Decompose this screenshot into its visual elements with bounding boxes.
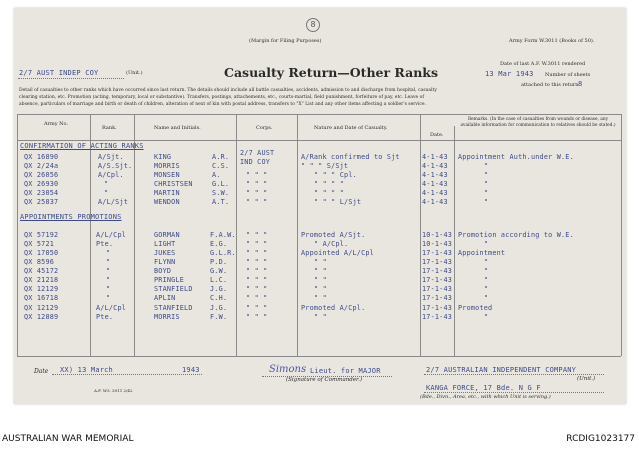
initials-cell: A.T. xyxy=(212,198,230,206)
col-name: Name and Initials. xyxy=(154,125,201,131)
remarks-cell: Appointment xyxy=(458,249,506,257)
footer-location-caption: (Bde., Divn., Area, etc., with which Unit is serving.) xyxy=(420,394,551,400)
name-cell: FLYNN xyxy=(154,258,176,266)
army-no-cell: QX 8596 xyxy=(24,258,55,266)
name-cell: KING xyxy=(154,153,172,161)
sheets-value: 8 xyxy=(578,80,583,88)
corps-cell: " " " xyxy=(246,231,268,239)
remarks-cell: " xyxy=(484,171,489,179)
rank-cell: A/S.Sjt. xyxy=(98,162,133,170)
date-cell: 17-1-43 xyxy=(422,294,453,302)
army-no-cell: QX 16718 xyxy=(24,294,59,302)
corps-cell: " " " xyxy=(246,198,268,206)
army-no-cell: QX 26056 xyxy=(24,171,59,179)
rank-cell: A/L/Sjt xyxy=(98,198,129,206)
rank-cell: A/Cpl. xyxy=(98,171,124,179)
footer-date-label: Date xyxy=(34,368,49,375)
date-cell: 17-1-43 xyxy=(422,267,453,275)
name-cell: BOYD xyxy=(154,267,172,275)
army-form-label: Army Form W.3011 (Books of 50). xyxy=(509,38,595,44)
remarks-cell: Promoted xyxy=(458,304,493,312)
name-cell: JUKES xyxy=(154,249,176,257)
nature-cell: " " xyxy=(314,276,327,284)
page-number: 8 xyxy=(306,18,320,32)
date-cell: 17-1-43 xyxy=(422,276,453,284)
date-cell: 4-1-43 xyxy=(422,180,448,188)
name-cell: LIGHT xyxy=(154,240,176,248)
initials-cell: P.D. xyxy=(210,258,228,266)
date-cell: 17-1-43 xyxy=(422,304,453,312)
corps-cell: " " " xyxy=(246,304,268,312)
army-no-cell: QX 45172 xyxy=(24,267,59,275)
name-cell: MONSEN xyxy=(154,171,180,179)
initials-cell: G.L.R. xyxy=(210,249,236,257)
remarks-cell: " xyxy=(484,258,489,266)
nature-cell: " " xyxy=(314,313,327,321)
army-no-cell: QX 16890 xyxy=(24,153,59,161)
corps-cell: " " " xyxy=(246,276,268,284)
rank-cell: A/L/Cpl xyxy=(96,231,127,239)
nature-cell: " " xyxy=(314,294,327,302)
initials-cell: J.G. xyxy=(210,285,228,293)
remarks-cell: Promotion according to W.E. xyxy=(458,231,574,239)
nature-cell: " " " " xyxy=(314,189,345,197)
rank-cell: " xyxy=(106,258,111,266)
nature-cell: " A/Cpl. xyxy=(314,240,349,248)
name-cell: CHRISTSEN xyxy=(154,180,193,188)
rank-cell: A/Sjt. xyxy=(98,153,124,161)
section-heading-promotions: APPOINTMENTS PROMOTIONS xyxy=(20,213,122,221)
date-cell: 4-1-43 xyxy=(422,198,448,206)
nature-cell: " " xyxy=(314,258,327,266)
form-code: A.F. W3. 3011 2/42 xyxy=(94,388,133,393)
form-title: Casualty Return—Other Ranks xyxy=(224,65,438,80)
date-last-label: Date of last A.F. W.3011 rendered xyxy=(500,61,586,67)
nature-cell: " " " " xyxy=(314,180,345,188)
col-rank: Rank. xyxy=(102,125,117,131)
army-no-cell: QX 21218 xyxy=(24,276,59,284)
instructions-line-1: Detail of casualties to other ranks which have occurred since last return. The details should include all battle casualties, accidents, admission to and discharge from hospital, casualty xyxy=(19,88,437,93)
name-cell: STANFIELD xyxy=(154,304,193,312)
army-no-cell: QX 12129 xyxy=(24,285,59,293)
corps-cell: " " " xyxy=(246,171,268,179)
col-corps: Corps. xyxy=(256,125,273,131)
unit-value: 2/7 AUST INDEP COY xyxy=(19,69,99,77)
section-heading-acting-ranks: CONFIRMATION OF ACTING RANKS xyxy=(20,142,144,150)
rank-cell: Pte. xyxy=(96,240,114,248)
signature-rank: Lieut. for MAJOR xyxy=(310,367,381,375)
col-remarks: Remarks. (In the case of casualties from wounds or disease, any available information for communication to relatives should be stated.) xyxy=(460,117,616,128)
rank-cell: " xyxy=(106,294,111,302)
nature-cell: " " " Cpl. xyxy=(314,171,357,179)
sheets-label: Number of sheets xyxy=(545,72,591,78)
rank-cell: " xyxy=(106,285,111,293)
remarks-cell: " xyxy=(484,294,489,302)
rank-cell: A/L/Cpl xyxy=(96,304,127,312)
name-cell: MORRIS xyxy=(154,313,180,321)
date-cell: 17-1-43 xyxy=(422,313,453,321)
corps-cell: " " " xyxy=(246,313,268,321)
corps-cell: " " " xyxy=(246,258,268,266)
rank-cell: " xyxy=(106,276,111,284)
remarks-cell: " xyxy=(484,162,489,170)
signature-caption: (Signature of Commander.) xyxy=(286,377,362,383)
remarks-cell: Appointment Auth.under W.E. xyxy=(458,153,574,161)
col-nature: Nature and Date of Casualty. xyxy=(314,125,388,131)
initials-cell: F.W. xyxy=(210,313,228,321)
remarks-cell: " xyxy=(484,189,489,197)
corps-cell: IND COY xyxy=(240,158,271,166)
remarks-cell: " xyxy=(484,285,489,293)
nature-cell: A/Rank confirmed to Sjt xyxy=(301,153,400,161)
nature-cell: " " " S/Sjt xyxy=(301,162,349,170)
corps-cell: " " " xyxy=(246,285,268,293)
attached-label: attached to this return xyxy=(521,82,579,88)
footer-date-value: XX) 13 March xyxy=(60,366,113,374)
name-cell: MORRIS xyxy=(154,162,180,170)
corps-cell: " " " xyxy=(246,294,268,302)
col-date: Date. xyxy=(430,132,444,138)
footer-year-value: 1943 xyxy=(182,366,200,374)
remarks-cell: " xyxy=(484,198,489,206)
initials-cell: A.R. xyxy=(212,153,230,161)
credit-right: RCDIG1023177 xyxy=(566,434,635,444)
unit-label: (Unit.) xyxy=(126,70,143,76)
name-cell: WENDON xyxy=(154,198,180,206)
name-cell: GORMAN xyxy=(154,231,180,239)
army-no-cell: QX 5721 xyxy=(24,240,55,248)
footer-location-value: KANGA FORCE, 17 Bde. N G F xyxy=(426,384,541,392)
remarks-cell: " xyxy=(484,267,489,275)
date-cell: 17-1-43 xyxy=(422,249,453,257)
credit-left: AUSTRALIAN WAR MEMORIAL xyxy=(2,434,134,444)
name-cell: MARTIN xyxy=(154,189,180,197)
date-cell: 17-1-43 xyxy=(422,285,453,293)
rank-cell: Pte. xyxy=(96,313,114,321)
margin-note: (Margin for Filing Purposes) xyxy=(249,38,322,44)
corps-cell: " " " xyxy=(246,267,268,275)
army-no-cell: QX 25837 xyxy=(24,198,59,206)
initials-cell: G.W. xyxy=(210,267,228,275)
instructions-line-2: clearing station, etc. Promotion (acting, temporary, local or substantive). Transfers, postings, attachements, etc., courts-martial, field punishment, forfeiture of pay, etc. Leave of xyxy=(19,95,424,100)
corps-cell: " " " xyxy=(246,240,268,248)
initials-cell: S.W. xyxy=(212,189,230,197)
nature-cell: Appointed A/L/Cpl xyxy=(301,249,374,257)
initials-cell: E.G. xyxy=(210,240,228,248)
initials-cell: L.C. xyxy=(210,276,228,284)
date-last-value: 13 Mar 1943 xyxy=(485,70,534,78)
footer-unit-caption: (Unit.) xyxy=(577,376,596,382)
rank-cell: " xyxy=(106,249,111,257)
name-cell: PRINGLE xyxy=(154,276,185,284)
corps-cell: " " " xyxy=(246,189,268,197)
date-cell: 4-1-43 xyxy=(422,162,448,170)
corps-cell: 2/7 AUST xyxy=(240,149,275,157)
corps-cell: " " " xyxy=(246,249,268,257)
col-army-no: Army No. xyxy=(44,121,69,127)
army-no-cell: QX 2/24a xyxy=(24,162,59,170)
document-sheet xyxy=(14,8,626,404)
rank-cell: " xyxy=(104,189,109,197)
initials-cell: C.S. xyxy=(212,162,230,170)
name-cell: STANFIELD xyxy=(154,285,193,293)
army-no-cell: QX 26930 xyxy=(24,180,59,188)
army-no-cell: QX 12129 xyxy=(24,304,59,312)
date-cell: 4-1-43 xyxy=(422,171,448,179)
remarks-cell: " xyxy=(484,240,489,248)
date-cell: 4-1-43 xyxy=(422,189,448,197)
rank-cell: " xyxy=(104,180,109,188)
instructions-line-3: absence, particulars of marriage and birth or death of children, alteration of next of kin with postal address, transfers to "X" List and any other items affecting a soldier's service. xyxy=(19,102,427,107)
date-cell: 4-1-43 xyxy=(422,153,448,161)
name-cell: APLIN xyxy=(154,294,176,302)
initials-cell: G.L. xyxy=(212,180,230,188)
remarks-cell: " xyxy=(484,180,489,188)
army-no-cell: QX 57192 xyxy=(24,231,59,239)
nature-cell: Promoted A/Cpl. xyxy=(301,304,366,312)
footer-unit-value: 2/7 AUSTRALIAN INDEPENDENT COMPANY xyxy=(426,366,577,374)
nature-cell: " " xyxy=(314,267,327,275)
date-cell: 10-1-43 xyxy=(422,231,453,239)
army-no-cell: QX 23054 xyxy=(24,189,59,197)
nature-cell: " " xyxy=(314,285,327,293)
rank-cell: " xyxy=(106,267,111,275)
army-no-cell: QX 12889 xyxy=(24,313,59,321)
date-cell: 10-1-43 xyxy=(422,240,453,248)
initials-cell: F.A.W. xyxy=(210,231,236,239)
remarks-cell: " xyxy=(484,276,489,284)
initials-cell: A. xyxy=(212,171,221,179)
army-no-cell: QX 17050 xyxy=(24,249,59,257)
nature-cell: Promoted A/Sjt. xyxy=(301,231,366,239)
remarks-cell: " xyxy=(484,313,489,321)
initials-cell: C.H. xyxy=(210,294,228,302)
initials-cell: J.G. xyxy=(210,304,228,312)
commander-signature: Simons xyxy=(269,364,307,375)
corps-cell: " " " xyxy=(246,180,268,188)
nature-cell: " " " L/Sjt xyxy=(314,198,362,206)
date-cell: 17-1-43 xyxy=(422,258,453,266)
